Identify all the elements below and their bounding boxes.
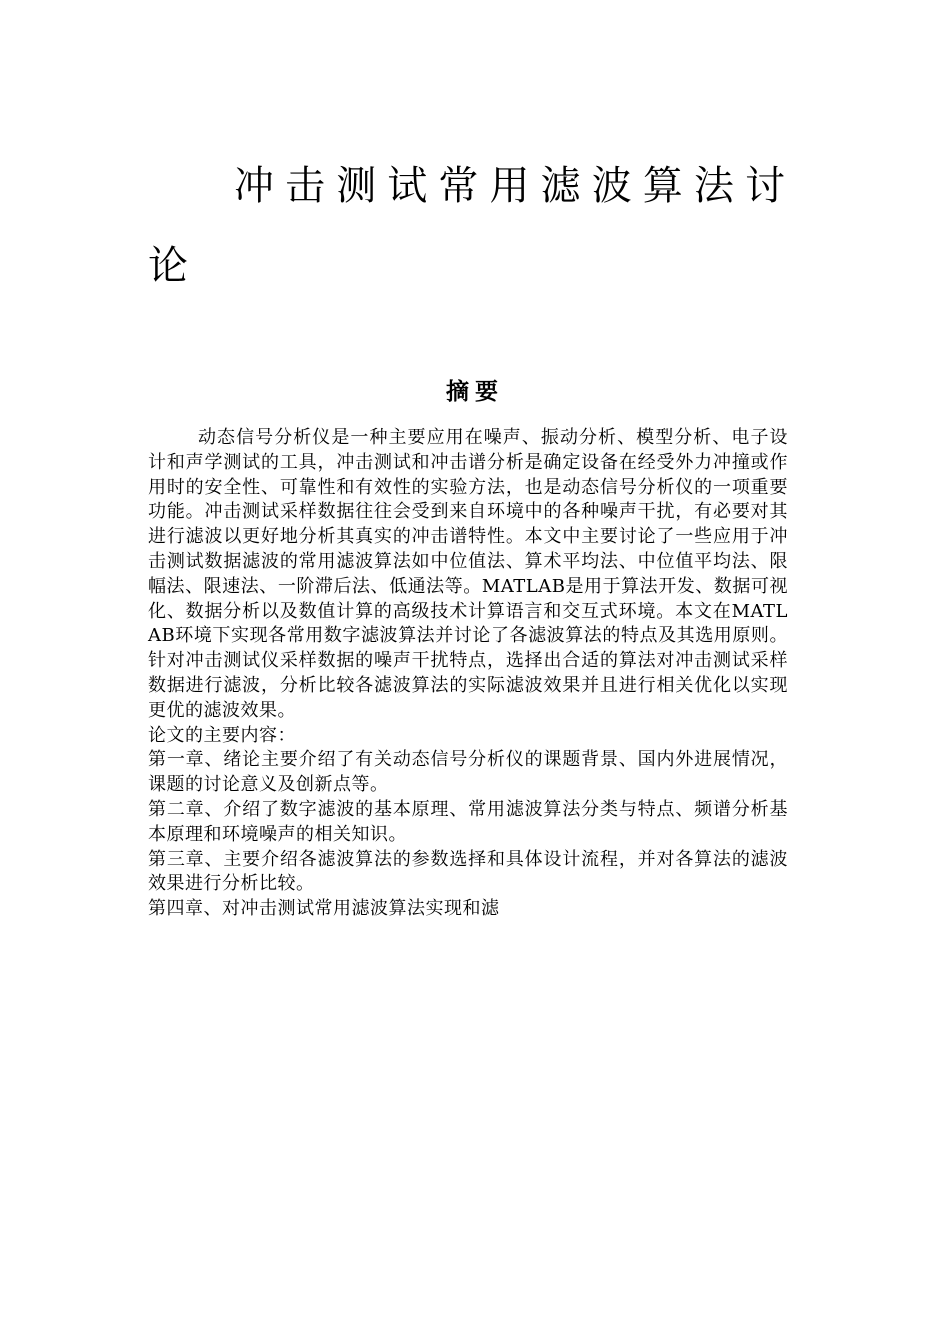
- chapter-3-summary: 第三章、主要介绍各滤波算法的参数选择和具体设计流程，并对各算法的滤波效果进行分析比较。: [148, 848, 788, 895]
- chapter-1-summary: 第一章、绪论主要介绍了有关动态信号分析仪的课题背景、国内外进展情况，课题的讨论意义及创新点等。: [148, 749, 788, 796]
- chapter-2-summary: 第二章、介绍了数字滤波的基本原理、常用滤波算法分类与特点、频谱分析基本原理和环境噪声的相关知识。: [148, 798, 788, 845]
- chapter-4-summary: 第四章、对冲击测试常用滤波算法实现和滤: [148, 898, 500, 920]
- contents-intro: 论文的主要内容：: [148, 724, 296, 746]
- abstract-body: [148, 426, 788, 922]
- document-title: 冲击测试常用滤波算法讨论: [148, 163, 796, 289]
- abstract-heading: 摘要: [446, 379, 504, 405]
- abstract-paragraph: 动态信号分析仪是一种主要应用在噪声、振动分析、模型分析、电子设计和声学测试的工具，冲击测试和冲击谱分析是确定设备在经受外力冲撞或作用时的安全性、可靠性和有效性的实验方法，也是动态信号分析仪的一项重要功能。冲击测试采样数据往往会受到来自环境中的各种噪声干扰，有必要对其进行滤波以更好地分析其真实的冲击谱特性。本文中主要讨论了一些应用于冲击测试数据滤波的常用滤波算法如中位值法、算术平均法、中位值平均法、限幅法、限速法、一阶滞后法、低通法等。MATLAB是用于算法开发、数据可视化、数据分析以及数值计算的高级技术计算语言和交互式环境。本文在MATLAB环境下实现各常用数字滤波算法并讨论了各滤波算法的特点及其选用原则。针对冲击测试仪采样数据的噪声干扰特点，选择出合适的算法对冲击测试采样数据进行滤波，分析比较各滤波算法的实际滤波效果并且进行相关优化以实现更优的滤波效果。: [148, 427, 788, 721]
